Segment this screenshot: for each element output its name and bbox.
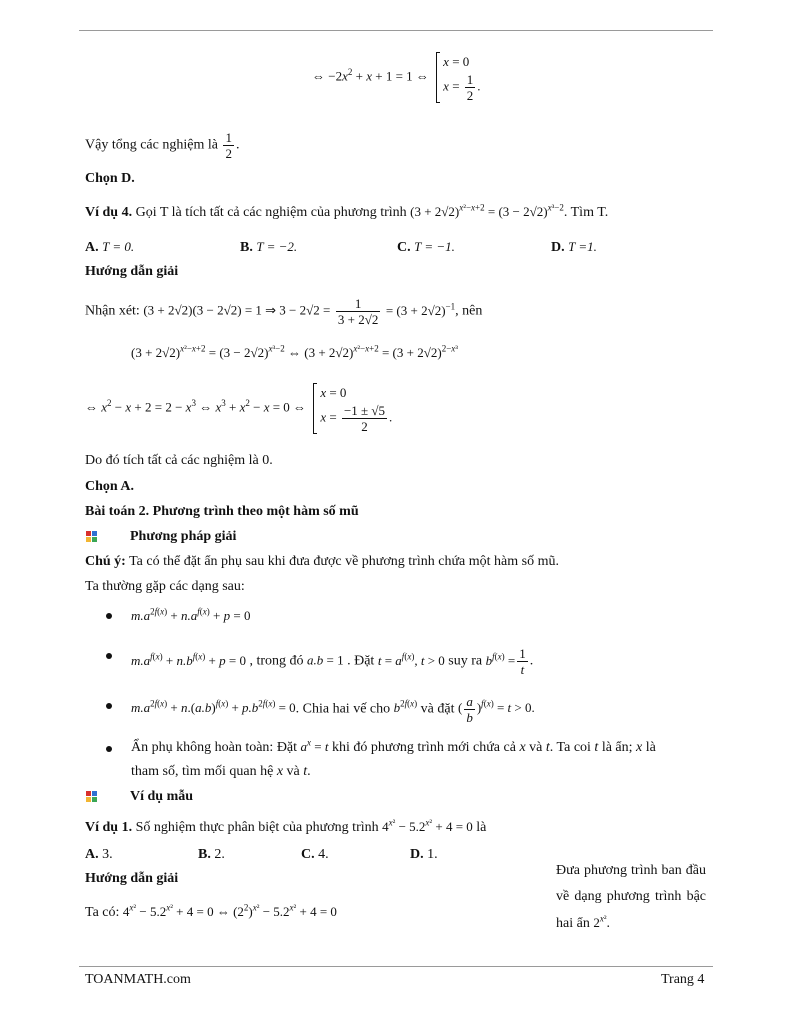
equation-solve: ⇔ $x^2 - x + 2 = 2 - x^3$ ⇔ $x^3 + x^2 - x = 0$ ⇔ x = 0 x = $\frac{-1 \pm √5}{2}$ . (85, 385, 393, 434)
form-4-line-2: tham số, tìm mối quan hệ x và t. (131, 764, 311, 779)
ex4-option-d: D. T =1. (551, 239, 597, 255)
guide-heading-2: Hướng dẫn giải (85, 871, 179, 886)
bullet-icon (106, 746, 112, 752)
product-statement: Do đó tích tất cả các nghiệm là 0. (85, 453, 273, 468)
ex4-option-a: A. T = 0. (85, 239, 135, 255)
equation-step: ⇔ $-2x^2 + x + 1 = 1$ ⇔ x = 0 x = $\frac{1}{2}$ . (312, 54, 481, 103)
form-3: $m.a^{2f(x)} + n.(a.b)^{f(x)} + p.b^{2f(x)} = 0$. Chia hai vế cho $b^{2f(x)}$ và đặt ( $\frac{a}{b}$ )$^{f(x)}$ = t > 0. (131, 694, 535, 725)
side-note: Đưa phương trình ban đầu về dạng phương trình bậc hai ẩn $2^{x^2}$. (556, 863, 706, 931)
footer-rule (79, 966, 713, 967)
solution-cases: x = 0 x = $\frac{1}{2}$ . (436, 52, 480, 103)
example-4-prompt: Ví dụ 4. Gọi T là tích tất cả các nghiệm của phương trình $(3 + 2√2)^{x^2-x+2} = (3 - 2√2)^{x^3-2}$. Tìm T. (85, 202, 609, 220)
we-have-line: Ta có: $4^{x^2} - 5.2^{x^2} + 4 = 0$ ⇔ $(2^2)^{x^2} - 5.2^{x^2} + 4 = 0$ (85, 902, 337, 920)
section-marker-icon (86, 531, 97, 542)
ex4-option-c: C. T = −1. (397, 239, 455, 255)
footer-page: Trang 4 (661, 972, 705, 987)
section-marker-icon (86, 791, 97, 802)
note-line: Chú ý: Ta có thể đặt ẩn phụ sau khi đưa được về phương trình chứa một hàm số mũ. (85, 554, 559, 569)
form-2: $m.a^{f(x)} + n.b^{f(x)} + p = 0$ , trong đó a.b = 1 . Đặt $t = a^{f(x)}$, t > 0 suy ra $b^{f(x)}$ = $\frac{1}{t}$ . (131, 646, 534, 677)
ex1-option-c: C. 4. (301, 847, 329, 862)
sum-statement: Vậy tổng các nghiệm là $\frac{1}{2}$ . (85, 130, 240, 161)
problem-2-title: Bài toán 2. Phương trình theo một hàm số mũ (85, 504, 359, 519)
answer-choice-a: Chọn A. (85, 479, 135, 494)
bullet-icon (106, 703, 112, 709)
remark-line: Nhận xét: (3 + 2√2)(3 − 2√2) = 1 ⇒ 3 − 2√2 = $\frac{1}{3 + 2√2}$ = $(3 + 2√2)^{-1}$, nên (85, 296, 483, 327)
ex1-option-a: A. 3. (85, 847, 113, 862)
header-rule (79, 30, 713, 31)
example-1-prompt: Ví dụ 1. Số nghiệm thực phân biệt của phương trình $4^{x^2} - 5.2^{x^2} + 4 = 0$ là (85, 817, 487, 835)
form-1: $m.a^{2f(x)} + n.a^{f(x)} + p = 0$ (131, 606, 251, 623)
footer-site: TOANMATH.com (85, 972, 191, 987)
method-heading: Phương pháp giải (130, 529, 237, 544)
sum-text: Vậy tổng các nghiệm là (85, 137, 218, 153)
equation-transform: $(3 + 2√2)^{x^2-x+2} = (3 - 2√2)^{x^3-2}$ ⇔ $(3 + 2√2)^{x^2-x+2} = (3 + 2√2)^{2-x^3}$ (131, 343, 458, 360)
bullet-icon (106, 653, 112, 659)
ex4-option-b: B. T = −2. (240, 239, 298, 255)
form-4-line-1: Ẩn phụ không hoàn toàn: Đặt $a^x = t$ khi đó phương trình mới chứa cả x và t. Ta coi t là ẩn; x là (131, 737, 656, 755)
answer-choice-d: Chọn D. (85, 171, 135, 186)
ex1-option-d: D. 1. (410, 847, 438, 862)
common-forms: Ta thường gặp các dạng sau: (85, 579, 245, 594)
example-heading: Ví dụ mẫu (130, 789, 194, 804)
bullet-icon (106, 613, 112, 619)
guide-heading: Hướng dẫn giải (85, 264, 179, 279)
ex1-option-b: B. 2. (198, 847, 225, 862)
solution-cases: x = 0 x = $\frac{-1 \pm √5}{2}$ . (313, 383, 392, 434)
